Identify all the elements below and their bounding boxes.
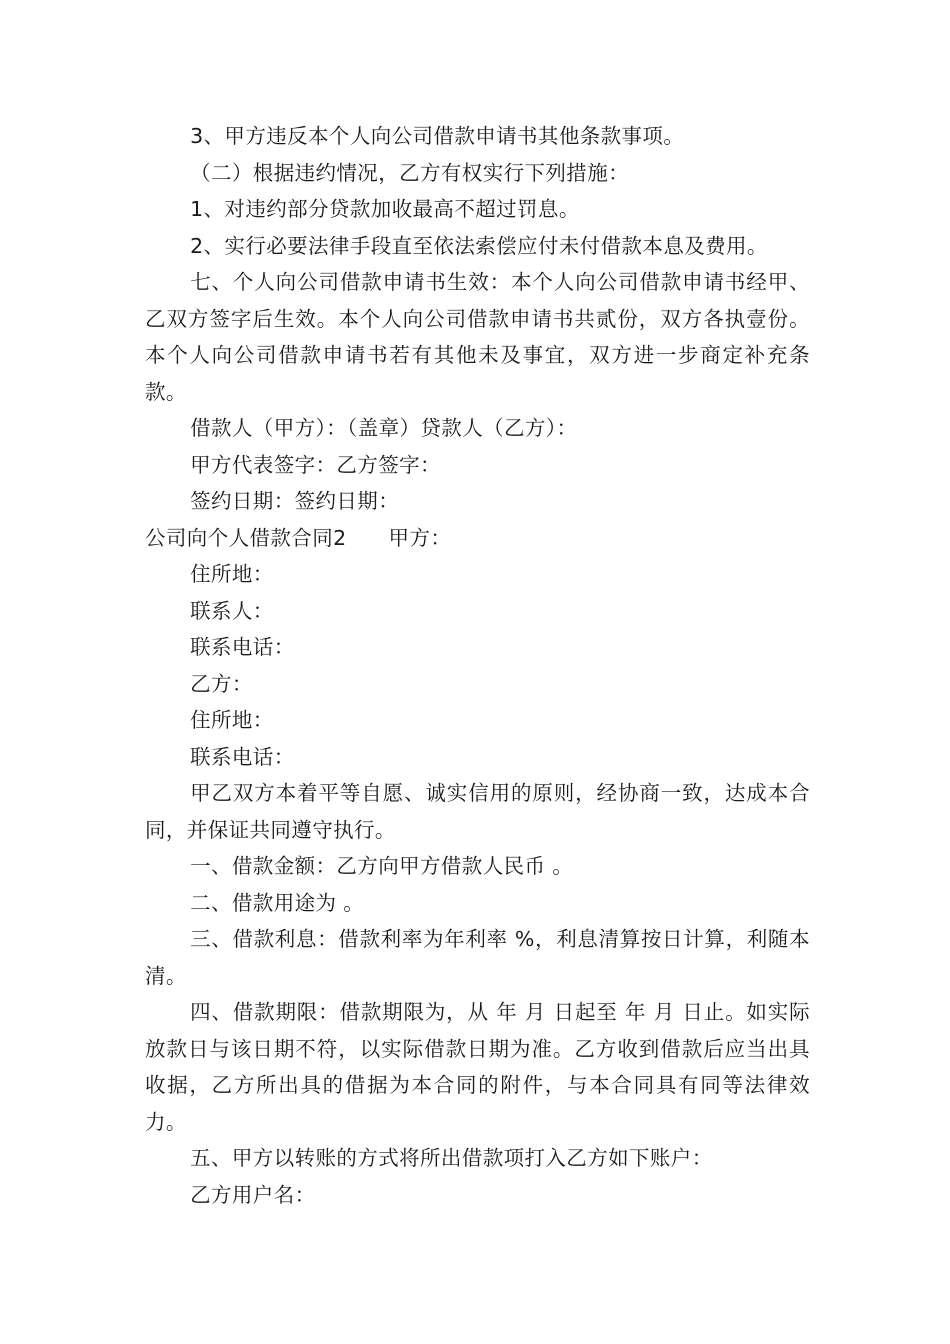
paragraph-signature-parties: 借款人（甲方）：（盖章）贷款人（乙方）： — [190, 416, 578, 440]
paragraph-clause-3: 3、甲方违反本个人向公司借款申请书其他条款事项。 — [190, 124, 685, 148]
paragraph-loan-amount: 一、借款金额：乙方向甲方借款人民币 。 — [190, 854, 574, 878]
contract-party-a: 甲方： — [388, 525, 452, 550]
paragraph-signatures: 甲方代表签字：乙方签字： — [190, 452, 441, 477]
paragraph-breach-measures: （二）根据违约情况，乙方有权实行下列措施： — [190, 160, 629, 185]
paragraph-party-b-address: 住所地： — [190, 708, 274, 732]
contract-title-line — [145, 520, 810, 557]
paragraph-party-a-address: 住所地： — [190, 562, 274, 586]
contract-title: 公司向个人借款合同2 — [145, 525, 347, 550]
paragraph-party-b-phone: 联系电话： — [190, 744, 295, 769]
paragraph-loan-term: 四、借款期限：借款期限为，从 年 月 日起至 年 月 日止。如实际放款日与该日期不符，以实际借款日期为准。乙方收到借款后应当出具收据，乙方所出具的借据为本合同的附件，与本合同具有同等法律效力。 — [145, 1000, 810, 1134]
paragraph-agreement: 甲乙双方本着平等自愿、诚实信用的原则，经协商一致，达成本合同，并保证共同遵守执行。 — [145, 781, 810, 842]
paragraph-transfer: 五、甲方以转账的方式将所出借款项打入乙方如下账户： — [190, 1146, 713, 1170]
paragraph-measure-1: 1、对违约部分贷款加收最高不超过罚息。 — [190, 197, 580, 221]
document-body — [145, 118, 810, 1213]
paragraph-party-a-phone: 联系电话： — [190, 635, 295, 659]
paragraph-party-b-account-name: 乙方用户名： — [190, 1182, 316, 1207]
paragraph-loan-purpose: 二、借款用途为 。 — [190, 890, 365, 915]
paragraph-sign-dates: 签约日期：签约日期： — [190, 489, 400, 513]
paragraph-party-a-contact: 联系人： — [190, 598, 274, 623]
paragraph-party-b: 乙方： — [190, 671, 253, 696]
paragraph-loan-interest: 三、借款利息：借款利率为年利率 %，利息清算按日计算，利随本清。 — [145, 927, 810, 988]
paragraph-effectiveness: 七、个人向公司借款申请书生效：本个人向公司借款申请书经甲、乙双方签字后生效。本个人向公司借款申请书共贰份，双方各执壹份。本个人向公司借款申请书若有其他未及事宜，双方进一步商定补充条款。 — [145, 270, 810, 404]
paragraph-measure-2: 2、实行必要法律手段直至依法索偿应付未付借款本息及费用。 — [190, 233, 768, 258]
